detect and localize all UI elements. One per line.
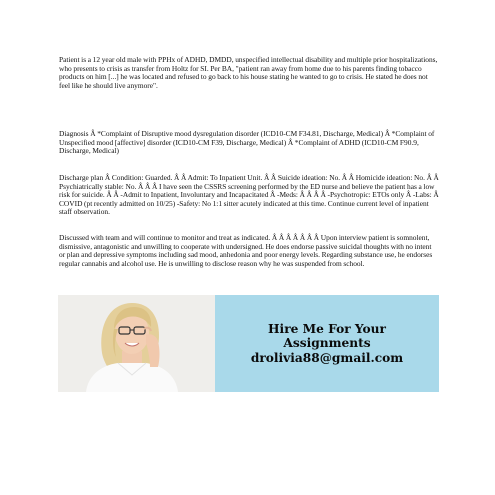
woman-with-glasses-illustration xyxy=(58,295,215,392)
discharge-plan-paragraph: Discharge plan Â Condition: Guarded. Â Â Admit: To Inpatient Unit. Â Â Suicide ideation: No. Â Â Homicide ideation: No. Â Â Psychiatrically stable: No. Â Â Â I have seen the CSSRS screening performed by the ED nurse and believe the patient has a low risk for suicide. Â Â -Admit to Inpatient, Involuntary and Incapacitated Â -Meds: Â Â Â Â -Psychotropic: ETOs only Â -Labs: Â COVID (pt recently admitted on 10/25) -Safety: No 1:1 sitter acutely indicated at this time. Continue current level of inpatient staff observation. xyxy=(59,173,439,217)
assignment-ad-banner[interactable] xyxy=(58,295,439,392)
ad-text-panel[interactable] xyxy=(215,295,439,392)
ad-headline: Hire Me For Your xyxy=(268,321,386,336)
ad-subheadline: Assignments xyxy=(283,336,371,351)
discussion-paragraph: Discussed with team and will continue to monitor and treat as indicated. Â Â Â Â Â Â Â Upon interview patient is somnolent, dismissive, antagonistic and unwilling to cooperate with undersigned. He does endorse passive suicidal thoughts with no intent or plan and depressive symptoms including sad mood, anhedonia and poor energy levels. Regarding substance use, he endorses regular cannabis and alcohol use. He is unwilling to disclose reason why he was suspended from school. xyxy=(59,233,433,268)
intro-paragraph: Patient is a 12 year old male with PPHx of ADHD, DMDD, unspecified intellectual disability and multiple prior hospitalizations, who presents to crisis as transfer from Holtz for SI. Per BA, "patient ran away from home due to his parents finding tobacco products on him [...] he was located and refused to go back to his house stating he wanted to go to crisis. He stated he does not feel like he should live anymore". xyxy=(59,55,438,90)
diagnosis-paragraph: Diagnosis Â *Complaint of Disruptive mood dysregulation disorder (ICD10-CM F34.81, Discharge, Medical) Â *Complaint of Unspecified mood [affective] disorder (ICD10-CM F39, Discharge, Medical) Â *Complaint of ADHD (ICD10-CM F90.9, Discharge, Medical) xyxy=(59,129,435,156)
woman-photo xyxy=(58,295,215,392)
ad-email-link[interactable]: drolivia88@gmail.com xyxy=(250,350,404,365)
